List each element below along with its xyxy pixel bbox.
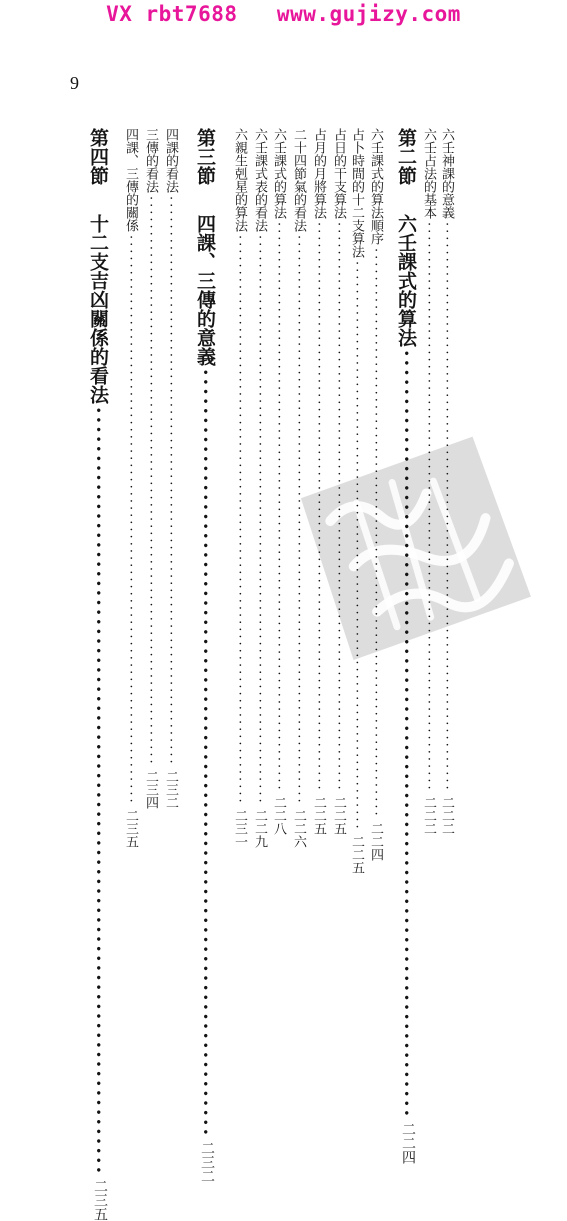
toc-entry-title: 六壬神課的意義 [439,128,454,219]
toc-page-number: 二三二 [199,1141,215,1184]
toc-page-number: 二二五 [349,834,364,874]
watermark-text: VX rbt7688 www.gujizy.com [106,2,461,26]
toc-entry-title: 占卜時間的十二支算法 [349,128,364,258]
toc-entry [331,128,346,835]
toc-entry [291,128,306,848]
toc-page-number: 二三五 [92,1179,108,1221]
toc-section-title: 六壬課式的算法 [395,214,417,347]
toc-section-label: 第二節 [395,128,417,185]
toc-entry-title: 六壬課式的算法順序 [368,128,383,245]
toc-page-number: 二二五 [331,795,346,835]
dot-leader: ················································································ [291,235,306,806]
toc-entry [421,128,436,835]
toc-page-number: 二二二 [439,795,454,835]
dot-leader: ················································································ [439,222,454,793]
toc-entry-title: 三傳的看法 [143,128,158,193]
toc-entry [368,128,383,861]
toc-entry [143,128,158,809]
dot-leader: ················································································ [349,261,364,832]
toc-entry [439,128,454,835]
dot-leader: ················································································ [123,235,138,806]
dot-leader: ················································································ [421,222,436,793]
dot-leader: ················································································ [232,235,247,806]
toc-section-heading [87,128,109,1221]
toc-entry [271,128,286,835]
toc-entry-title: 六壬占法的基本 [421,128,436,219]
toc-page-number: 二三四 [143,769,158,809]
toc-entry [163,128,178,809]
toc-page-number: 二三二 [163,769,178,809]
toc-section-title: 十二支吉凶關係的看法 [87,214,109,404]
dot-leader: ················································································ [194,369,216,1139]
toc-entry-title: 六親生剋星的算法 [232,128,247,232]
toc-entry-title: 二十四節氣的看法 [291,128,306,232]
toc-page-number: 二二六 [291,808,306,848]
toc-page-number: 二二九 [252,808,267,848]
toc-page-number: 二二四 [400,1122,416,1165]
dot-leader: ················································································ [252,235,267,806]
toc-entry-title: 六壬課式的算法 [271,128,286,219]
toc-entry-title: 占月的月將算法 [311,128,326,219]
toc-entry-title: 四課、三傳的關係 [123,128,138,232]
toc-entry [349,128,364,874]
dot-leader: ················································································ [87,407,109,1177]
toc-entry [311,128,326,835]
toc-entry [123,128,138,848]
dot-leader: ················································································ [143,196,158,767]
toc-page-number: 二二五 [311,795,326,835]
toc-section-heading [194,128,216,1184]
toc-section-title: 四課、三傳的意義 [194,214,216,366]
toc-page-number: 二三五 [123,808,138,848]
toc-entry-title: 占日的干支算法 [331,128,346,219]
toc-entry [232,128,247,848]
toc-page-number: 二二八 [271,795,286,835]
toc-entry [252,128,267,848]
toc-page-number: 二二四 [368,821,383,861]
dot-leader: ················································································ [395,350,417,1120]
toc-entry-title: 六壬課式表的看法 [252,128,267,232]
dot-leader: ················································································ [311,222,326,793]
toc-page-number: 二三一 [232,808,247,848]
dot-leader: ················································································ [271,222,286,793]
toc-entry-title: 四課的看法 [163,128,178,193]
page-number: 9 [70,73,79,93]
toc-page-number: 二二二 [421,795,436,835]
dot-leader: ················································································ [331,222,346,793]
toc-section-heading [395,128,417,1165]
dot-leader: ················································································ [163,196,178,767]
toc-section-label: 第三節 [194,128,216,185]
toc-section-label: 第四節 [87,128,109,185]
dot-leader: ················································································ [368,248,383,819]
